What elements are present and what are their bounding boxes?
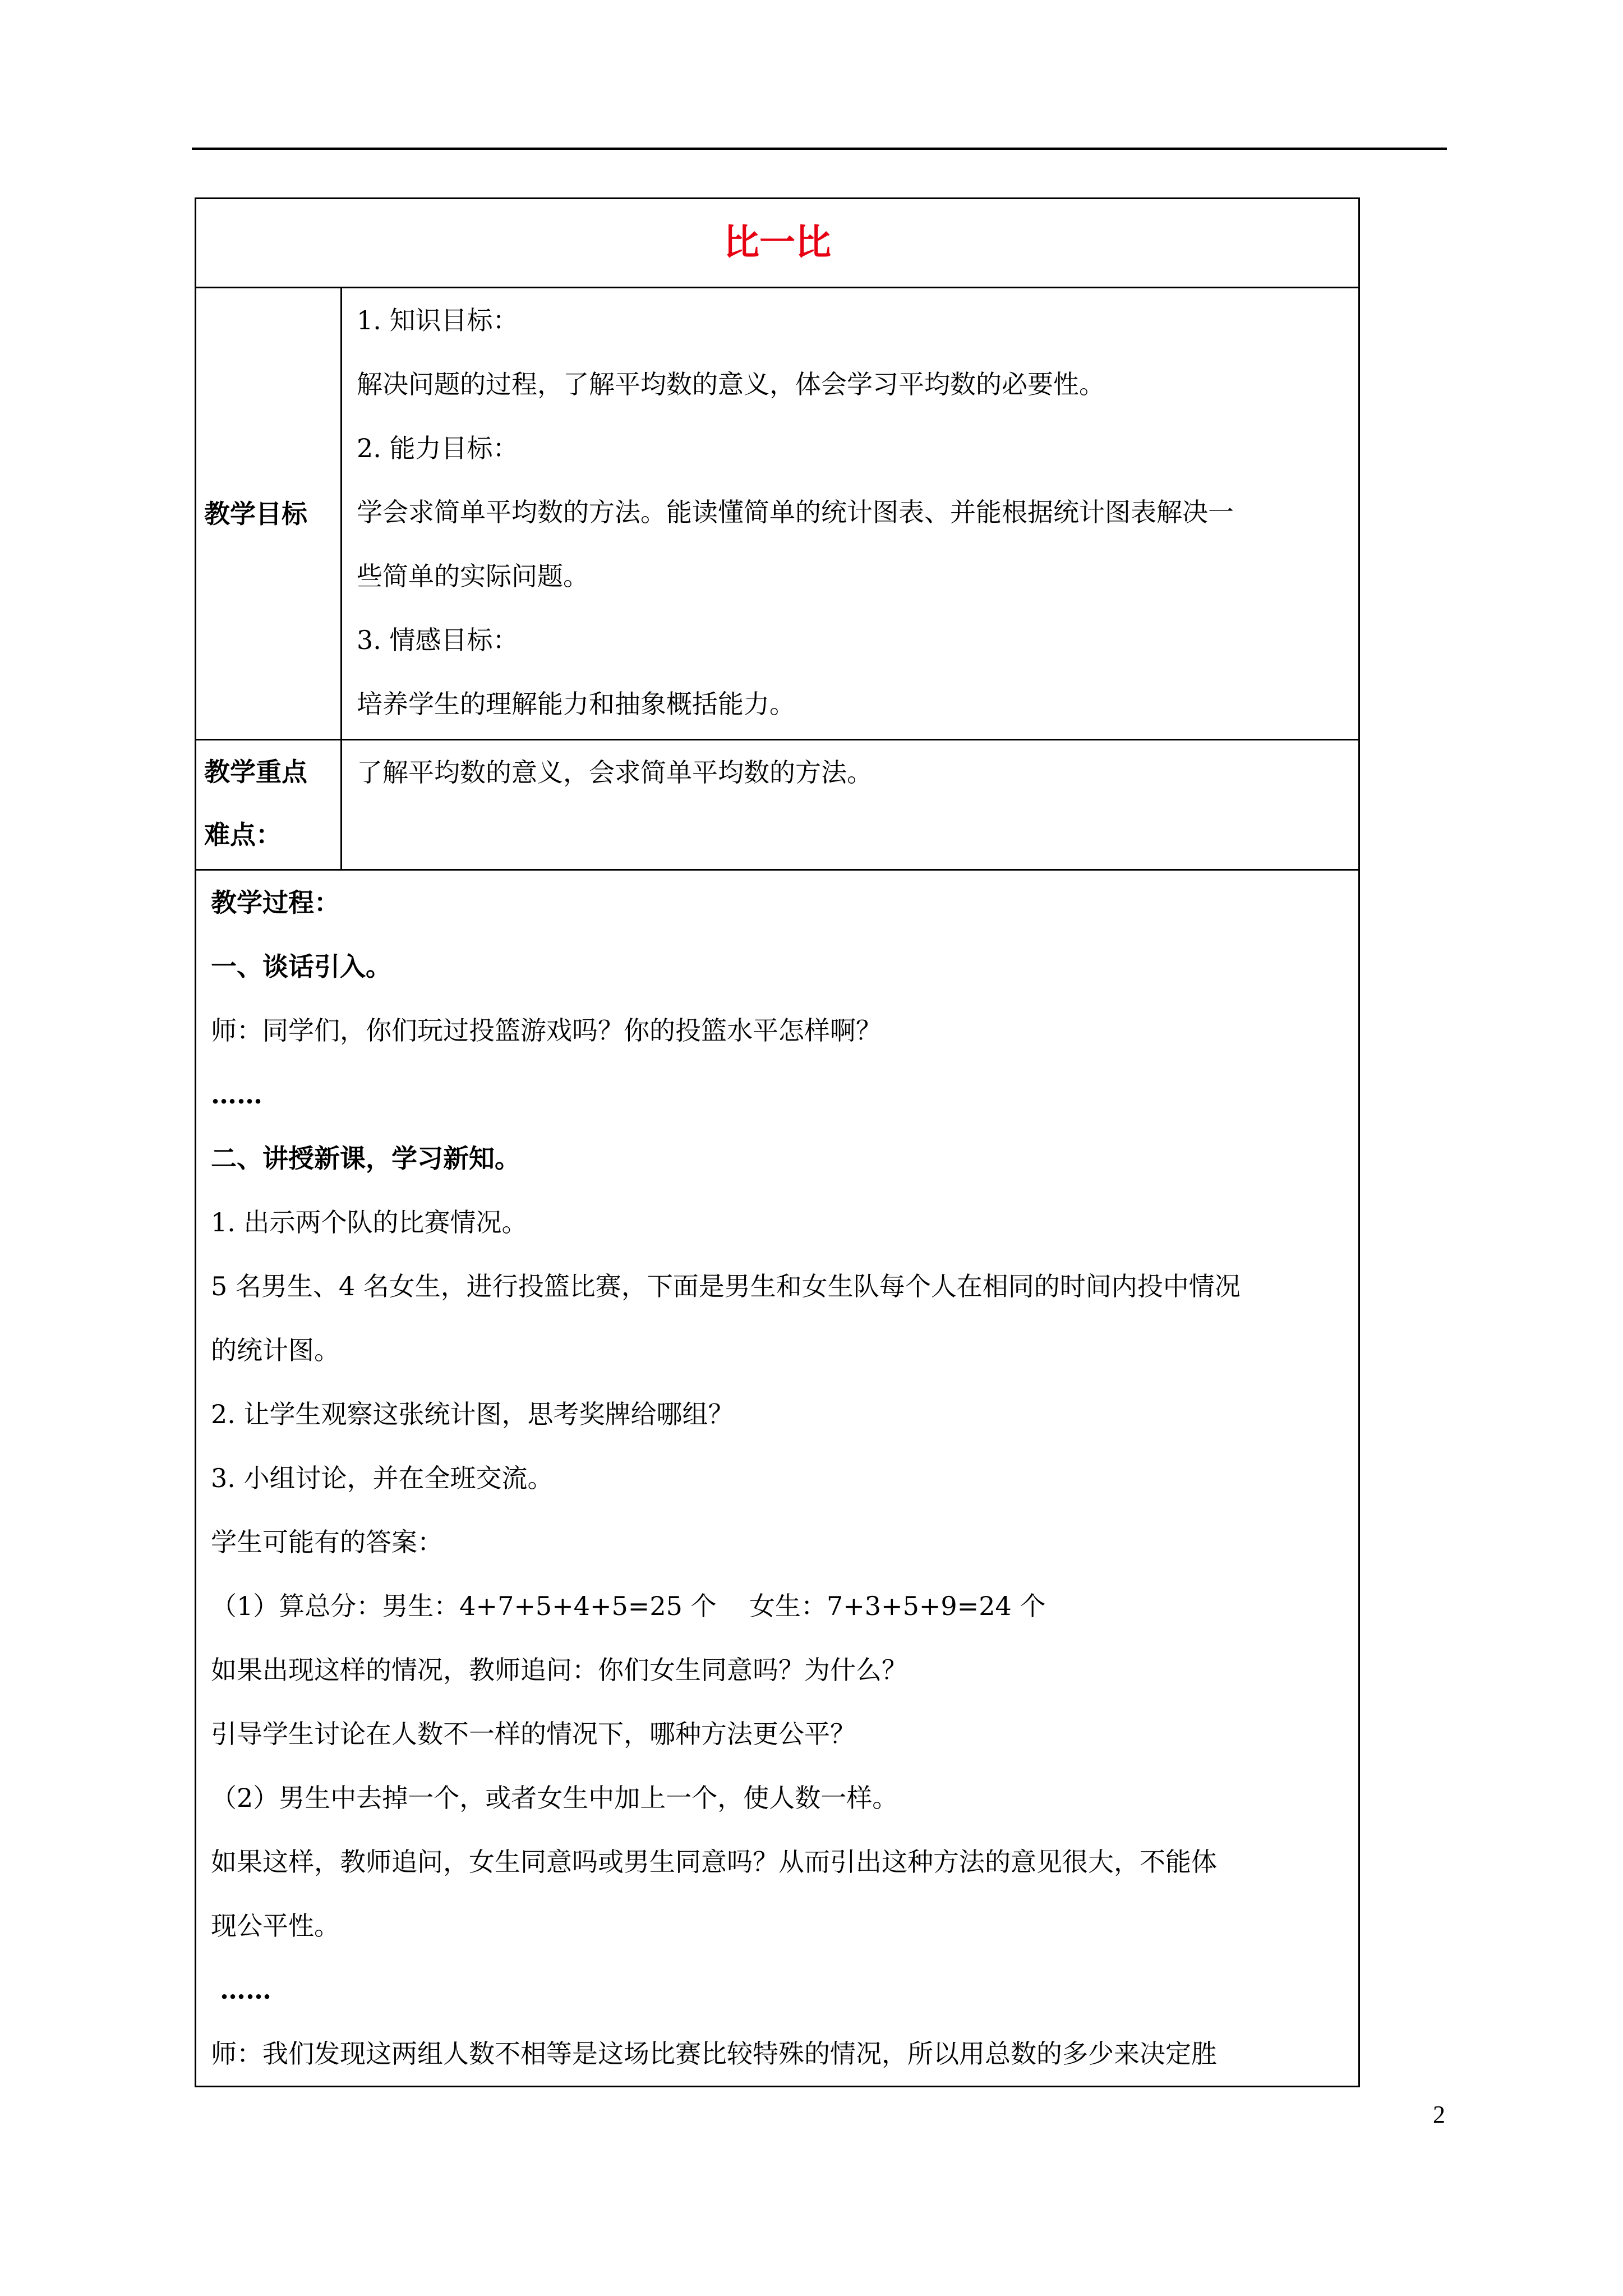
key-points-label [196,740,342,870]
paragraph-line: 师：同学们，你们玩过投篮游戏吗？你的投篮水平怎样啊？ [211,1015,882,1046]
paragraph-line: 如果这样，教师追问，女生同意吗或男生同意吗？从而引出这种方法的意见很大，不能体 [211,1847,1217,1877]
key-points-label-line2: 难点： [204,820,282,850]
paragraph-line: 如果出现这样的情况，教师追问：你们女生同意吗？为什么？ [211,1655,907,1685]
goals-row [196,288,1359,740]
ellipsis: …… [211,1975,272,2005]
key-points-row [196,740,1359,870]
goal-line: 学会求简单平均数的方法。能读懂简单的统计图表、并能根据统计图表解决一 [357,497,1234,527]
paragraph-line: （2）男生中去掉一个，或者女生中加上一个，使人数一样。 [211,1783,898,1813]
title-row [196,199,1359,288]
goal-line: 些简单的实际问题。 [357,561,589,591]
lesson-title: 比一比 [196,199,1359,288]
lesson-plan-table [195,197,1360,2087]
paragraph-line: 2. 让学生观察这张统计图，思考奖牌给哪组？ [211,1399,734,1429]
goal-line: 1. 知识目标： [357,305,519,335]
page-number: 2 [1433,2101,1445,2128]
goal-line: 2. 能力目标： [357,433,519,463]
goals-content [342,288,1359,740]
goals-label: 教学目标 [196,288,342,740]
paragraph-line: 引导学生讨论在人数不一样的情况下，哪种方法更公平？ [211,1719,856,1749]
goal-line: 解决问题的过程，了解平均数的意义，体会学习平均数的必要性。 [357,369,1105,399]
key-points-label-line1: 教学重点 [204,757,307,787]
key-points-content [342,740,1359,870]
paragraph-line: 1. 出示两个队的比赛情况。 [211,1207,528,1237]
goal-line: 培养学生的理解能力和抽象概括能力。 [357,689,795,719]
key-points-text: 了解平均数的意义，会求简单平均数的方法。 [357,757,873,788]
paragraph-line: 师：我们发现这两组人数不相等是这场比赛比较特殊的情况，所以用总数的多少来决定胜 [211,2039,1217,2069]
header-rule [192,148,1447,150]
process-row [196,870,1359,2087]
paragraph-line: 学生可能有的答案： [211,1527,443,1557]
paragraph-line: （1）算总分：男生：4+7+5+4+5=25 个 女生：7+3+5+9=24 个 [211,1591,1046,1621]
process-heading: 教学过程： [211,887,340,918]
section-heading: 二、讲授新课，学习新知。 [211,1143,520,1174]
ellipsis: …… [211,1079,262,1110]
paragraph-line: 5 名男生、4 名女生，进行投篮比赛，下面是男生和女生队每个人在相同的时间内投中情况 [211,1271,1241,1301]
goal-line: 3. 情感目标： [357,625,519,655]
section-heading: 一、谈话引入。 [211,951,391,982]
process-content [196,870,1359,2087]
paragraph-line: 3. 小组讨论，并在全班交流。 [211,1463,554,1493]
paragraph-line: 现公平性。 [211,1911,340,1941]
paragraph-line: 的统计图。 [211,1335,340,1365]
